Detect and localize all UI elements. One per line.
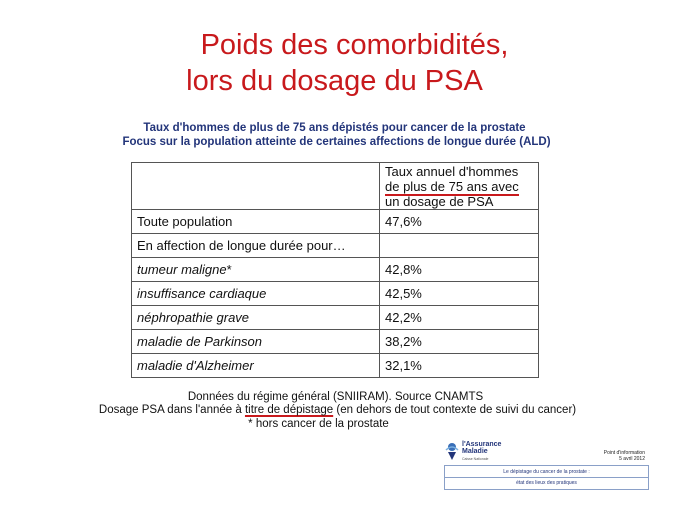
point-information	[604, 450, 645, 462]
dosage-note	[0, 404, 682, 417]
subtitle-line2: Focus sur la population atteinte de certaines affections de longue durée (ALD)	[122, 136, 551, 148]
table-row	[132, 354, 539, 378]
info-line1: Point d'information	[603, 450, 645, 456]
table-row	[132, 330, 539, 354]
header-cell-rate	[380, 163, 539, 210]
table-row	[132, 306, 539, 330]
document-title-box	[444, 465, 649, 490]
footnote-mark: *	[226, 262, 232, 277]
header-rate-line1: Taux annuel d'hommes	[385, 163, 519, 179]
row-label: maladie de Parkinson	[132, 330, 380, 354]
header-rate-line2: de plus de 75 ans avec	[385, 178, 519, 194]
row-label: Toute population	[132, 210, 380, 234]
info-line2: 5 avril 2012	[619, 456, 645, 462]
logo-line1: l'Assurance	[462, 441, 502, 448]
row-label: insuffisance cardiaque	[132, 282, 380, 306]
row-value: 42,8%	[380, 258, 539, 282]
row-value	[380, 234, 539, 258]
logo-line2: Maladie	[462, 448, 488, 455]
logo-sub: Caisse Nationale	[462, 457, 489, 461]
row-label: néphropathie grave	[132, 306, 380, 330]
table-header-row	[132, 163, 539, 210]
table-row	[132, 210, 539, 234]
box-line2: état des lieux des pratiques	[516, 480, 577, 486]
dosage-underlined: titre de dépistage	[244, 404, 334, 416]
footnote: * hors cancer de la prostate	[248, 418, 389, 430]
row-value: 47,6%	[380, 210, 539, 234]
box-line1: Le dépistage du cancer de la prostate :	[503, 469, 590, 475]
row-label-cell	[132, 258, 380, 282]
box-divider	[445, 477, 648, 478]
source-note: Données du régime général (SNIIRAM). Source CNAMTS	[187, 391, 484, 403]
row-value: 42,2%	[380, 306, 539, 330]
row-label: tumeur maligne	[137, 262, 227, 277]
row-label: En affection de longue durée pour…	[132, 234, 380, 258]
row-value: 38,2%	[380, 330, 539, 354]
dosage-suffix: (en dehors de tout contexte de suivi du cancer)	[333, 404, 577, 416]
slide-title-line1: Poids des comorbidités,	[200, 29, 509, 61]
row-label: maladie d'Alzheimer	[132, 354, 380, 378]
table-row	[132, 282, 539, 306]
row-value: 32,1%	[380, 354, 539, 378]
row-value: 42,5%	[380, 282, 539, 306]
table-row	[132, 234, 539, 258]
logo-text	[462, 441, 501, 455]
header-cell-empty	[132, 163, 380, 210]
slide-title-line2: lors du dosage du PSA	[186, 65, 483, 97]
subtitle-line1: Taux d'hommes de plus de 75 ans dépistés pour cancer de la prostate	[143, 122, 526, 134]
psa-rate-table	[131, 162, 539, 378]
header-rate-line3: un dosage de PSA	[385, 193, 494, 209]
dosage-prefix: Dosage PSA dans l'année à	[98, 404, 245, 416]
table-row	[132, 258, 539, 282]
